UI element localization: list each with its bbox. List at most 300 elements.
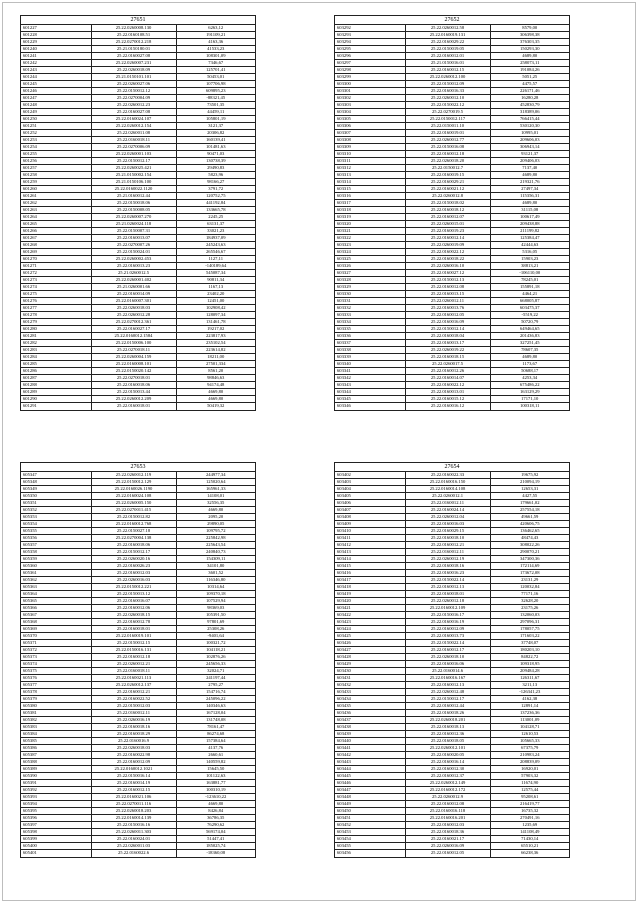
account-id-cell: 605361 xyxy=(21,570,91,577)
amount-cell: 48474,43 xyxy=(490,535,569,542)
account-id-cell: 603410 xyxy=(335,528,405,535)
table-row xyxy=(335,235,569,242)
table-row xyxy=(335,39,569,46)
account-id-cell: 603308 xyxy=(335,137,405,144)
table-row xyxy=(335,731,569,738)
table-row xyxy=(335,745,569,752)
account-id-cell: 601283 xyxy=(21,347,91,354)
account-id-cell: 603328 xyxy=(335,277,405,284)
amount-cell: 141108,49 xyxy=(490,829,569,836)
table-row xyxy=(21,158,255,165)
code-cell: 25.21.0150180.01 xyxy=(91,46,176,53)
code-cell: 25.22.0160012.36 xyxy=(405,731,490,738)
code-cell: 25.21.0150106.100 xyxy=(91,179,176,186)
account-id-cell: 601227 xyxy=(21,25,91,32)
account-id-cell: 603444 xyxy=(335,766,405,773)
code-cell: 25.22.0160012.21 xyxy=(405,542,490,549)
code-cell: 25.22.0160018.26 xyxy=(405,710,490,717)
amount-cell: 37748,07 xyxy=(490,640,569,647)
amount-cell: 209484,28 xyxy=(490,668,569,675)
account-id-cell: 601275 xyxy=(21,291,91,298)
code-cell: 25.22.0260027.06 xyxy=(91,81,176,88)
account-id-cell: 603310 xyxy=(335,151,405,158)
code-cell: 25.22.0260012.100 xyxy=(405,74,490,81)
table-row xyxy=(335,542,569,549)
code-cell: 25.22.0160012.05 xyxy=(405,312,490,319)
account-id-cell: 603311 xyxy=(335,158,405,165)
amount-cell: 67375,79 xyxy=(490,745,569,752)
account-id-cell: 605374 xyxy=(21,661,91,668)
account-id-cell: 601229 xyxy=(21,39,91,46)
code-cell: 25.22.0160012.18 xyxy=(405,151,490,158)
table-row xyxy=(335,535,569,542)
table-row xyxy=(335,584,569,591)
code-cell: 25.22.0160020.05 xyxy=(405,752,490,759)
table-row xyxy=(21,53,255,60)
table-row xyxy=(21,249,255,256)
account-id-cell: 603415 xyxy=(335,563,405,570)
code-cell: 25.22.0260012.119 xyxy=(91,472,176,479)
table-row xyxy=(21,130,255,137)
code-cell: 25.22.0150016.17 xyxy=(405,612,490,619)
account-id-cell: 605351 xyxy=(21,500,91,507)
account-id-cell: 605390 xyxy=(21,773,91,780)
amount-cell: 77171,16 xyxy=(490,591,569,598)
account-id-cell: 605365 xyxy=(21,598,91,605)
code-cell: 25.22.0160012.1021 xyxy=(91,766,176,773)
amount-cell: 31115,08 xyxy=(490,207,569,214)
amount-cell: 102908,42 xyxy=(176,305,255,312)
code-cell: 25.22.0260018.15 xyxy=(91,612,176,619)
table-row xyxy=(21,137,255,144)
account-id-cell: 603307 xyxy=(335,130,405,137)
amount-cell: 15645,50 xyxy=(176,766,255,773)
account-id-cell: 601272 xyxy=(21,270,91,277)
code-cell: 25.22.0260012.23 xyxy=(91,102,176,109)
code-cell: 25.22.0150013.12 xyxy=(91,591,176,598)
code-cell: 25.22.0160019.01 xyxy=(405,130,490,137)
table-row xyxy=(335,270,569,277)
amount-cell: 140559,82 xyxy=(176,759,255,766)
table-row xyxy=(21,179,255,186)
amount-cell: 16280,28 xyxy=(490,95,569,102)
table-row xyxy=(21,549,255,556)
table-row xyxy=(21,403,255,410)
account-id-cell: 603334 xyxy=(335,319,405,326)
table-row xyxy=(21,284,255,291)
table-row xyxy=(335,305,569,312)
amount-cell: 108301,09 xyxy=(176,53,255,60)
amount-cell: 107529,94 xyxy=(176,598,255,605)
account-id-cell: 605379 xyxy=(21,696,91,703)
account-id-cell: 603451 xyxy=(335,815,405,822)
table-row xyxy=(21,109,255,116)
account-id-cell: 603413 xyxy=(335,549,405,556)
account-id-cell: 601247 xyxy=(21,95,91,102)
code-cell: 25.22.0260007.231 xyxy=(91,60,176,67)
table-row xyxy=(21,836,255,843)
account-id-cell: 603432 xyxy=(335,682,405,689)
code-cell: 25.22.0160016.12 xyxy=(405,403,490,410)
table-row xyxy=(21,745,255,752)
table-row xyxy=(335,759,569,766)
account-id-cell: 605367 xyxy=(21,612,91,619)
account-id-cell: 603295 xyxy=(335,46,405,53)
code-cell: 25.22.0260012.209 xyxy=(91,396,176,403)
table-row xyxy=(21,319,255,326)
account-id-cell: 601265 xyxy=(21,221,91,228)
block-title: 27653 xyxy=(21,463,255,472)
table-row xyxy=(335,46,569,53)
code-cell: 25.22.0270012.218 xyxy=(91,39,176,46)
code-cell: 25.22.0260012.137 xyxy=(91,682,176,689)
table-row xyxy=(335,479,569,486)
account-id-cell: 603404 xyxy=(335,486,405,493)
table-row xyxy=(21,829,255,836)
amount-cell: 2660,61 xyxy=(176,752,255,759)
account-id-cell: 601255 xyxy=(21,151,91,158)
amount-cell: 2795,27 xyxy=(176,682,255,689)
account-id-cell: 605368 xyxy=(21,619,91,626)
account-id-cell: 601262 xyxy=(21,200,91,207)
table-row xyxy=(21,263,255,270)
account-id-cell: 603320 xyxy=(335,221,405,228)
amount-cell: 10314,64 xyxy=(176,584,255,591)
amount-cell: 100617,49 xyxy=(490,214,569,221)
data-table xyxy=(21,25,255,410)
account-id-cell: 605356 xyxy=(21,535,91,542)
account-id-cell: 603416 xyxy=(335,570,405,577)
amount-cell: 5823,96 xyxy=(176,172,255,179)
amount-cell: 308022,26 xyxy=(490,542,569,549)
table-row xyxy=(21,116,255,123)
account-id-cell: 603305 xyxy=(335,116,405,123)
amount-cell: 27497,34 xyxy=(490,186,569,193)
table-row xyxy=(335,843,569,850)
amount-cell: 78161,47 xyxy=(176,724,255,731)
amount-cell: 97801,69 xyxy=(176,619,255,626)
code-cell: 25.22.0160018.06 xyxy=(91,382,176,389)
account-id-cell: 603455 xyxy=(335,843,405,850)
table-row xyxy=(335,850,569,857)
account-id-cell: 601250 xyxy=(21,116,91,123)
table-row xyxy=(21,375,255,382)
amount-cell: 16735,32 xyxy=(490,808,569,815)
code-cell: 25.22.0260016.03 xyxy=(91,577,176,584)
amount-cell: 240840,73 xyxy=(176,549,255,556)
account-id-cell: 603293 xyxy=(335,32,405,39)
table-row xyxy=(335,179,569,186)
code-cell: 25.22.0150012.13 xyxy=(405,277,490,284)
amount-cell: 15903,23 xyxy=(490,256,569,263)
amount-cell: 241197,44 xyxy=(176,675,255,682)
amount-cell: 105665,33 xyxy=(490,738,569,745)
account-id-cell: 603449 xyxy=(335,801,405,808)
table-row xyxy=(21,32,255,39)
table-row xyxy=(335,619,569,626)
amount-cell: 675486,22 xyxy=(490,382,569,389)
amount-cell: 137236,36 xyxy=(490,710,569,717)
amount-cell: 50419,32 xyxy=(207,403,225,409)
amount-cell: 327251,45 xyxy=(490,340,569,347)
amount-cell: 12891,14 xyxy=(490,703,569,710)
amount-cell: 12653,31 xyxy=(490,486,569,493)
account-id-cell: 601267 xyxy=(21,235,91,242)
table-row xyxy=(335,654,569,661)
amount-cell: 65510,21 xyxy=(490,843,569,850)
account-id-cell: 603427 xyxy=(335,647,405,654)
code-cell: 25.22.0260016.10 xyxy=(405,263,490,270)
code-cell: 25.22.0160013.73 xyxy=(405,633,490,640)
table-row xyxy=(21,500,255,507)
table-row xyxy=(335,200,569,207)
amount-cell: 150293,30 xyxy=(490,46,569,53)
account-id-cell: 605350 xyxy=(21,493,91,500)
code-cell: 25.22.0150020.142 xyxy=(91,368,176,375)
account-id-cell: 603299 xyxy=(335,74,405,81)
code-cell: 25.22.0160026.23 xyxy=(91,563,176,570)
code-cell: 25.22.0150012.129 xyxy=(91,479,176,486)
amount-cell: 4253,34 xyxy=(490,375,569,382)
amount-cell: 223817,93 xyxy=(176,333,255,340)
code-cell: 25.22.0260018.09 xyxy=(91,67,176,74)
code-cell: 25.22.0150016.14 xyxy=(91,773,176,780)
table-row xyxy=(335,102,569,109)
account-id-cell: 605396 xyxy=(21,815,91,822)
amount-cell: 105391,50 xyxy=(176,612,255,619)
amount-cell: 90811,34 xyxy=(176,277,255,284)
code-cell: 25.22.0160016.150 xyxy=(405,479,490,486)
code-cell: 25.22.0150011.10 xyxy=(405,123,490,130)
code-cell: 25.22.0160013.15 xyxy=(405,291,490,298)
amount-cell: 93121,37 xyxy=(490,151,569,158)
account-id-cell: 603322 xyxy=(335,235,405,242)
account-id-cell: 603342 xyxy=(335,375,405,382)
data-table xyxy=(21,472,255,857)
code-cell: 25.22.0150012.15 xyxy=(91,640,176,647)
amount-cell: 235102,54 xyxy=(176,340,255,347)
code-cell: 25.22.0160012.768 xyxy=(91,521,176,528)
code-cell: 25.22.0160012.08 xyxy=(405,801,490,808)
account-id-cell: 603439 xyxy=(335,731,405,738)
account-id-cell: 603456 xyxy=(335,850,405,857)
amount-cell: 128097,34 xyxy=(176,312,255,319)
account-id-cell: 605362 xyxy=(21,577,91,584)
code-cell: 25.22.0160016.19 xyxy=(405,619,490,626)
amount-cell: 113001,09 xyxy=(490,717,569,724)
table-row xyxy=(335,577,569,584)
table-row xyxy=(335,403,569,410)
code-cell: 25.22.0150016.08 xyxy=(405,144,490,151)
table-row xyxy=(21,563,255,570)
amount-cell: 167128,04 xyxy=(176,710,255,717)
table-row xyxy=(21,298,255,305)
amount-cell: 12610,53 xyxy=(490,731,569,738)
code-cell: 25.22.0150013.44 xyxy=(91,389,176,396)
table-row xyxy=(21,591,255,598)
table-row xyxy=(21,605,255,612)
code-cell: 25.22.0160012.03 xyxy=(91,570,176,577)
table-row xyxy=(335,242,569,249)
account-id-cell: 601248 xyxy=(21,102,91,109)
table-row xyxy=(21,661,255,668)
table-row xyxy=(335,263,569,270)
table-row xyxy=(21,717,255,724)
table-row xyxy=(335,88,569,95)
amount-cell: 12451,00 xyxy=(176,298,255,305)
amount-cell: 78245,01 xyxy=(490,277,569,284)
account-id-cell: 605388 xyxy=(21,759,91,766)
amount-cell: 98846,63 xyxy=(176,375,255,382)
code-cell: 25.22.0260016.19 xyxy=(91,717,176,724)
amount-cell: -9401,64 xyxy=(176,633,255,640)
table-row xyxy=(335,249,569,256)
table-row xyxy=(21,507,255,514)
table-row xyxy=(21,710,255,717)
table-row xyxy=(335,277,569,284)
amount-cell: 165961,33 xyxy=(176,486,255,493)
table-row xyxy=(335,291,569,298)
table-row xyxy=(335,486,569,493)
amount-cell: 245096,22 xyxy=(176,696,255,703)
amount-cell: 109318,95 xyxy=(490,661,569,668)
amount-cell: 86274,68 xyxy=(176,731,255,738)
code-cell: 25.22.0150022.14 xyxy=(405,640,490,647)
data-table xyxy=(335,25,569,410)
code-cell: 25.22.0260016.09 xyxy=(405,843,490,850)
code-cell: 25.22.0160012.26 xyxy=(405,368,490,375)
amount-cell: 32556,35 xyxy=(176,500,255,507)
code-cell: 25.22.0160014.6 xyxy=(405,668,490,675)
code-cell: 25.22.0160018.01 xyxy=(91,626,176,633)
code-cell: 25.22.0160012.08 xyxy=(405,284,490,291)
account-id-cell: 603406 xyxy=(335,500,405,507)
amount-cell: 7346,67 xyxy=(176,60,255,67)
account-id-cell: 603446 xyxy=(335,780,405,787)
code-cell: 25.22.0160029.22 xyxy=(405,39,490,46)
code-cell: 25.22.0160022.12 xyxy=(405,382,490,389)
amount-cell: 211199,82 xyxy=(490,228,569,235)
account-id-cell: 603441 xyxy=(335,745,405,752)
code-cell: 25.22.0150016.16 xyxy=(91,822,176,829)
table-row xyxy=(335,689,569,696)
table-row xyxy=(21,822,255,829)
code-cell: 25.22.0160013.07 xyxy=(91,235,176,242)
amount-cell: 270491,16 xyxy=(490,815,569,822)
table-row xyxy=(335,53,569,60)
code-cell: 25.22.0160018.01 xyxy=(405,591,490,598)
table-row xyxy=(335,158,569,165)
code-cell: 25.22.0260008.130 xyxy=(91,25,176,32)
account-id-cell: 605391 xyxy=(21,780,91,787)
code-cell: 25.22.0160014.09 xyxy=(91,291,176,298)
code-cell: 25.21.0150016.01 xyxy=(405,60,490,67)
code-cell: 25.22.0160014.108 xyxy=(405,486,490,493)
table-row xyxy=(21,794,255,801)
table-row xyxy=(21,654,255,661)
account-id-cell: 601281 xyxy=(21,333,91,340)
table-row xyxy=(21,752,255,759)
code-cell: 25.22.0160018.36 xyxy=(405,829,490,836)
table-row xyxy=(21,368,255,375)
account-id-cell: 601278 xyxy=(21,312,91,319)
account-id-cell: 605358 xyxy=(21,549,91,556)
table-row xyxy=(335,563,569,570)
code-cell: 25.22.0150006.100 xyxy=(91,340,176,347)
amount-cell: 42444,63 xyxy=(490,242,569,249)
code-cell: 25.22.0160012.01 xyxy=(405,53,490,60)
table-row xyxy=(335,382,569,389)
amount-cell: -18360,08 xyxy=(206,850,226,856)
table-row xyxy=(335,794,569,801)
code-cell: 25.22.0160021.113 xyxy=(91,675,176,682)
account-id-cell: 605360 xyxy=(21,563,91,570)
code-cell: 25.22.0150012.221 xyxy=(91,584,176,591)
table-row xyxy=(335,787,569,794)
account-id-cell: 601251 xyxy=(21,123,91,130)
code-cell: 25.22.0160024.01 xyxy=(91,836,176,843)
account-id-cell: 603300 xyxy=(335,81,405,88)
account-id-cell: 603434 xyxy=(335,696,405,703)
table-row xyxy=(335,472,569,479)
amount-cell: 23402,20 xyxy=(176,291,255,298)
code-cell: 25.22.0150027.18 xyxy=(91,528,176,535)
code-cell: 25.21.0260001.66 xyxy=(91,284,176,291)
table-row xyxy=(21,354,255,361)
account-id-cell: 603422 xyxy=(335,612,405,619)
account-id-cell: 603425 xyxy=(335,633,405,640)
account-id-cell: 605394 xyxy=(21,801,91,808)
table-row xyxy=(335,703,569,710)
amount-cell: 125701,41 xyxy=(176,67,255,74)
code-cell: 25.22.0260004.159 xyxy=(91,354,176,361)
table-row xyxy=(335,633,569,640)
account-id-cell: 603309 xyxy=(335,144,405,151)
table-row xyxy=(21,340,255,347)
amount-cell: 14108,01 xyxy=(176,493,255,500)
table-row xyxy=(335,130,569,137)
account-id-cell: 603301 xyxy=(335,88,405,95)
amount-cell: 1173,67 xyxy=(490,361,569,368)
amount-cell: 84822,72 xyxy=(490,654,569,661)
code-cell: 25.22.0160012.15 xyxy=(405,67,490,74)
account-id-cell: 601257 xyxy=(21,165,91,172)
table-row xyxy=(335,172,569,179)
amount-cell: 25308,26 xyxy=(176,626,255,633)
account-id-cell: 603294 xyxy=(335,39,405,46)
account-id-cell: 603431 xyxy=(335,675,405,682)
code-cell: 25.22.0160012.13 xyxy=(405,584,490,591)
account-id-cell: 603327 xyxy=(335,270,405,277)
code-cell: 25.22.0160029.15 xyxy=(405,528,490,535)
code-cell: 25.22.0260015.01 xyxy=(405,221,490,228)
account-id-cell: 603452 xyxy=(335,822,405,829)
account-id-cell: 603336 xyxy=(335,333,405,340)
amount-cell: 115356,31 xyxy=(490,193,569,200)
amount-cell: 18211,00 xyxy=(176,354,255,361)
code-cell: 25.22.0160018.15 xyxy=(405,354,490,361)
code-cell: 25.22.0260017.5 xyxy=(405,361,490,368)
amount-cell: 44459,11 xyxy=(176,109,255,116)
code-cell: 25.22.0260011.08 xyxy=(91,130,176,137)
amount-cell: 71430,14 xyxy=(490,836,569,843)
code-cell: 25.22.0160027.12 xyxy=(405,270,490,277)
table-row xyxy=(335,724,569,731)
code-cell: 25.22.0160008.101 xyxy=(91,361,176,368)
amount-cell: 78607,35 xyxy=(490,347,569,354)
code-cell: 25.22.0160018.04 xyxy=(405,333,490,340)
table-row xyxy=(21,102,255,109)
